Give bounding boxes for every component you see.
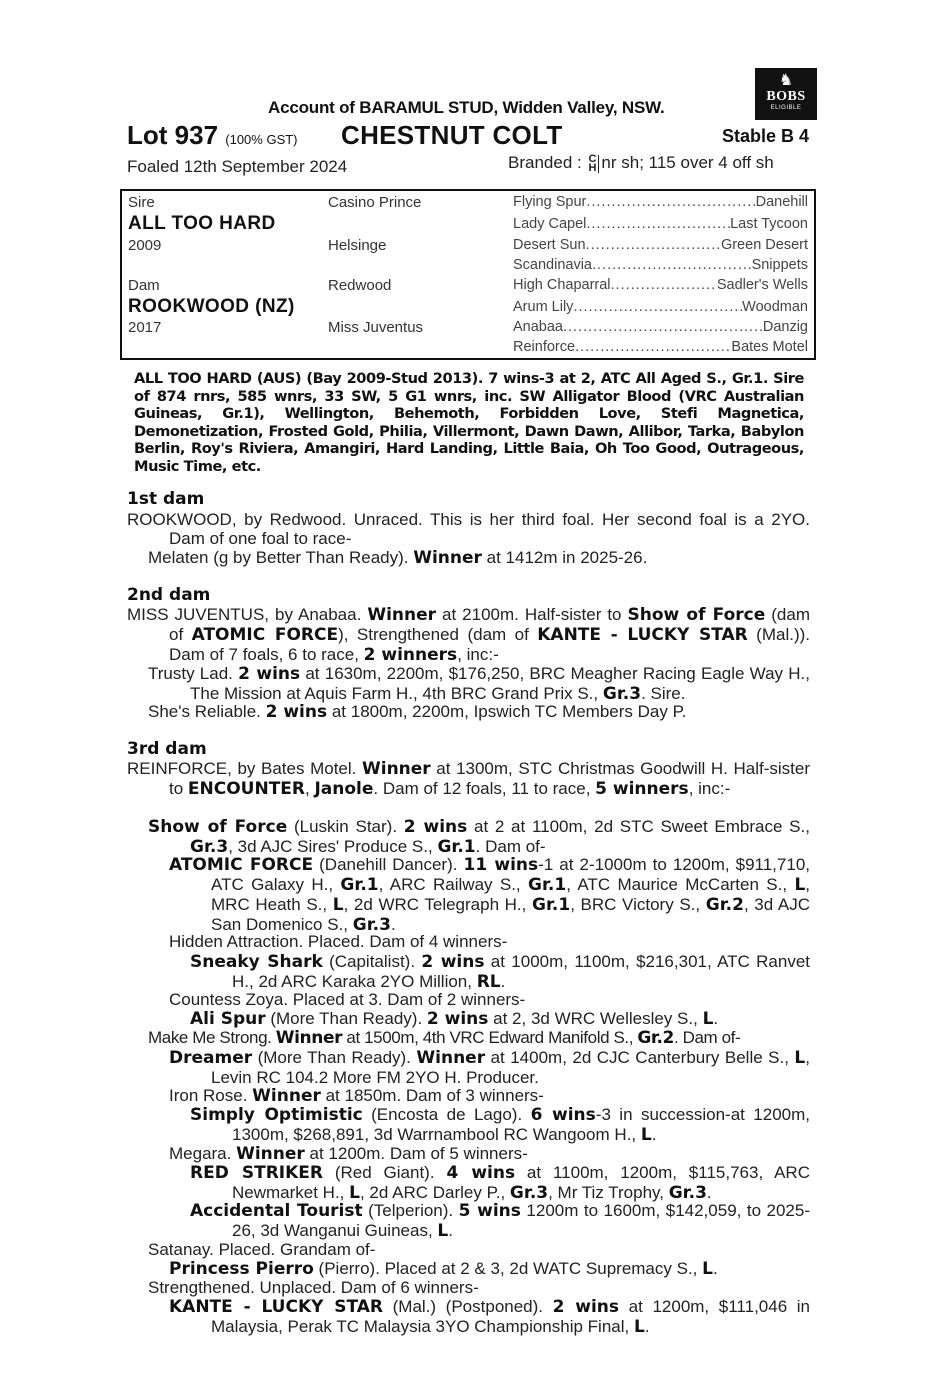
bold-run: Gr.1 bbox=[340, 875, 379, 895]
text-run: Hidden Attraction. Placed. Dam of 4 winners- bbox=[169, 932, 508, 951]
second-dam-progeny bbox=[148, 702, 810, 722]
dam-name: ROOKWOOD (NZ) bbox=[128, 296, 295, 317]
bold-run: KANTE - LUCKY STAR bbox=[169, 1297, 384, 1317]
text-run: Satanay. Placed. Grandam of- bbox=[148, 1240, 376, 1259]
progeny-entry bbox=[169, 1086, 810, 1106]
text-run: -3 in succession-at 1200m, 1300m, $268,891, 3d Warrnambool RC Wangoom H., bbox=[232, 1105, 810, 1144]
bold-run: ATOMIC FORCE bbox=[169, 855, 314, 875]
bold-run: 2 wins bbox=[552, 1297, 620, 1317]
pedigree-table bbox=[120, 189, 816, 360]
bold-run: L bbox=[640, 1125, 652, 1145]
progeny-entry bbox=[169, 1297, 810, 1337]
text-run: , inc:- bbox=[688, 779, 731, 798]
text-run: (Danehill Dancer). bbox=[313, 855, 464, 874]
bold-run: L bbox=[794, 1048, 806, 1068]
text-run: at 2100m. Half-sister to bbox=[436, 605, 628, 624]
text-run: . Dam of- bbox=[475, 837, 546, 856]
third-dam-entry bbox=[127, 759, 810, 799]
text-run: ), Strengthened (dam of bbox=[338, 625, 538, 644]
bold-run: L bbox=[437, 1221, 449, 1241]
progeny-entry bbox=[169, 932, 810, 951]
bold-run: L bbox=[349, 1183, 360, 1203]
progeny-entry bbox=[148, 1028, 810, 1048]
text-run: Trusty Lad. bbox=[148, 664, 239, 683]
text-run: , Mr Tiz Trophy, bbox=[548, 1183, 669, 1202]
first-dam-entry bbox=[127, 510, 810, 548]
bold-run: Winner bbox=[413, 548, 482, 568]
text-run: (Encosta de Lago). bbox=[362, 1105, 531, 1124]
bold-run: 2 wins bbox=[426, 1009, 489, 1029]
text-run: (dam of bbox=[169, 605, 810, 644]
bold-run: Gr.3 bbox=[602, 684, 642, 704]
text-run: at 1200m. Dam of 5 winners- bbox=[304, 1144, 528, 1163]
bold-run: Gr.3 bbox=[352, 915, 391, 935]
gg-left: Flying Spur bbox=[513, 194, 587, 210]
bold-run: Janole bbox=[314, 779, 374, 799]
text-run: at 1800m, 2200m, Ipswich TC Members Day P. bbox=[327, 702, 687, 721]
text-run: -1 at 2-1000m to 1200m, $911,710, ATC Galaxy H., bbox=[211, 855, 810, 894]
text-run: Strengthened. Unplaced. Dam of 6 winners- bbox=[148, 1278, 479, 1297]
second-dam-entry bbox=[127, 605, 810, 665]
text-run: ROOKWOOD, by Redwood. Unraced. This is her third foal. Her second foal is a 2YO. Dam of one foal to race- bbox=[127, 510, 810, 548]
bold-run: 2 wins bbox=[265, 702, 328, 722]
bold-run: Gr.3 bbox=[509, 1183, 549, 1203]
bold-run: ATOMIC FORCE bbox=[191, 625, 339, 645]
progeny-entry bbox=[148, 1240, 810, 1259]
bold-run: Show of Force bbox=[148, 817, 288, 837]
progeny-entry bbox=[190, 952, 810, 992]
horse-description: CHESTNUT COLT bbox=[341, 120, 563, 150]
bold-run: Accidental Tourist bbox=[190, 1201, 363, 1221]
text-run: at 1500m, 4th VRC Edward Manifold S., bbox=[342, 1028, 638, 1047]
bold-run: Princess Pierro bbox=[169, 1259, 314, 1279]
dam-year: 2017 bbox=[128, 319, 162, 336]
first-dam-heading: 1st dam bbox=[127, 489, 205, 509]
bold-run: 2 winners bbox=[363, 645, 458, 665]
progeny-entry bbox=[190, 1163, 810, 1203]
bold-run: 6 wins bbox=[530, 1105, 596, 1125]
sire-summary: ALL TOO HARD (AUS) (Bay 2009-Stud 2013). 7 wins-3 at 2, ATC All Aged S., Gr.1. Sire of 874 rnrs, 585 wnrs, 33 SW, 5 G1 wnrs, inc. SW Alligator Blood (VRC Australian Guineas, Gr.1), Wellington, Behemoth, Forbidden Love, Stefi Magnetica, Demonetization, Frosted Gold, Philia, Villermont, Dawn Dawn, Allibor, Tarka, Babylon Berlin, Roy's Riviera, Amangiri, Hard Landing, Little Baia, Oh Too Good, Outrageous, Music Time, etc. bbox=[134, 370, 804, 475]
sire-sire: Casino Prince bbox=[328, 194, 422, 211]
gg-right: Sadler's Wells bbox=[716, 277, 808, 293]
branded-suffix: nr sh; 115 over 4 off sh bbox=[601, 153, 774, 172]
text-run: , ARC Railway S., bbox=[378, 875, 529, 894]
progeny-entry bbox=[148, 1278, 810, 1297]
gg-left: Anabaa bbox=[513, 319, 563, 335]
text-run: Countess Zoya. Placed at 3. Dam of 2 winners- bbox=[169, 990, 526, 1009]
gg-right: Snippets bbox=[751, 257, 808, 273]
text-run: (Telperion). bbox=[362, 1201, 459, 1220]
gg-left: Arum Lily bbox=[513, 299, 574, 315]
bobs-eligible-logo bbox=[755, 68, 817, 120]
bold-run: L bbox=[633, 1317, 645, 1337]
text-run: at 2, 3d WRC Wellesley S., bbox=[488, 1009, 703, 1028]
gg-left: High Chaparral bbox=[513, 277, 611, 293]
bold-run: Gr.3 bbox=[668, 1183, 707, 1203]
text-run: , 3d AJC San Domenico S., bbox=[211, 895, 810, 934]
text-run: at 1412m in 2025-26. bbox=[481, 548, 648, 567]
brand-mark bbox=[588, 152, 599, 174]
gg-left: Scandinavia bbox=[513, 257, 592, 273]
bold-run: Simply Optimistic bbox=[190, 1105, 363, 1125]
text-run: at 1400m, 2d CJC Canterbury Belle S., bbox=[485, 1048, 795, 1067]
gg-right: Green Desert bbox=[720, 237, 808, 253]
text-run: 1200m to 1600m, $142,059, to 2025-26, 3d Wanganui Guineas, bbox=[232, 1201, 810, 1240]
bold-run: Winner bbox=[275, 1028, 343, 1048]
gg-left: Lady Capel bbox=[513, 216, 587, 232]
stable-location: Stable B 4 bbox=[721, 126, 809, 146]
text-run: (Pierro). Placed at 2 & 3, 2d WATC Supremacy S., bbox=[313, 1259, 703, 1278]
grandparent-row bbox=[513, 237, 808, 253]
text-run: , 2d WRC Telegraph H., bbox=[343, 895, 532, 914]
lot-line bbox=[127, 120, 809, 150]
grandparent-row bbox=[513, 194, 808, 210]
progeny-entry bbox=[190, 1201, 810, 1241]
dam-label: Dam bbox=[128, 277, 160, 294]
bold-run: L bbox=[794, 875, 806, 895]
bold-run: Winner bbox=[252, 1086, 321, 1106]
bold-run: Gr.1 bbox=[532, 895, 571, 915]
bold-run: 5 winners bbox=[595, 779, 689, 799]
vendor-account: Account of BARAMUL STUD, Widden Valley, NSW. bbox=[268, 98, 665, 117]
logo-text: BOBS bbox=[766, 89, 806, 104]
text-run: , bbox=[305, 779, 315, 798]
gg-left: Reinforce bbox=[513, 339, 576, 355]
lot-label: Lot 937 bbox=[127, 120, 219, 150]
progeny-entry bbox=[169, 1048, 810, 1087]
bold-run: Show of Force bbox=[627, 605, 766, 625]
text-run: (Capitalist). bbox=[322, 952, 422, 971]
branded-prefix: Branded : bbox=[508, 153, 582, 172]
text-run: REINFORCE, by Bates Motel. bbox=[127, 759, 362, 778]
bold-run: Winner bbox=[416, 1048, 486, 1068]
bold-run: Winner bbox=[361, 759, 431, 779]
bold-run: RED STRIKER bbox=[190, 1163, 323, 1183]
bold-run: Ali Spur bbox=[190, 1009, 266, 1029]
text-run: (More Than Ready). bbox=[252, 1048, 417, 1067]
second-dam-heading: 2nd dam bbox=[127, 585, 211, 605]
text-run: She's Reliable. bbox=[148, 702, 266, 721]
bold-run: Gr.2 bbox=[705, 895, 744, 915]
gg-right: Last Tycoon bbox=[730, 216, 808, 232]
grandparent-row bbox=[513, 299, 808, 315]
text-run: . bbox=[712, 1259, 718, 1278]
second-dam-progeny bbox=[148, 664, 810, 704]
bold-run: 2 wins bbox=[403, 817, 468, 837]
grandparent-row bbox=[513, 216, 808, 232]
text-run: at 1850m. Dam of 3 winners- bbox=[320, 1086, 544, 1105]
lot-number bbox=[127, 120, 298, 151]
grandparent-row bbox=[513, 277, 808, 293]
grandparent-row bbox=[513, 339, 808, 355]
gg-right: Danehill bbox=[755, 194, 808, 210]
text-run: Megara. bbox=[169, 1144, 237, 1163]
text-run: at 1300m, STC Christmas Goodwill H. Half-sister to bbox=[169, 759, 811, 798]
text-run: , 3d AJC Sires' Produce S., bbox=[228, 837, 438, 856]
gg-right: Danzig bbox=[762, 319, 808, 335]
text-run: at 1100m, 1200m, $115,763, ARC Newmarket H., bbox=[232, 1163, 810, 1202]
bold-run: Gr.1 bbox=[528, 875, 567, 895]
text-run: Iron Rose. bbox=[169, 1086, 253, 1105]
bold-run: Sneaky Shark bbox=[190, 952, 323, 972]
text-run: MISS JUVENTUS, by Anabaa. bbox=[127, 605, 368, 624]
dam-dam: Miss Juventus bbox=[328, 319, 424, 336]
text-run: . bbox=[448, 1221, 453, 1240]
text-run: . Dam of 12 foals, 11 to race, bbox=[373, 779, 596, 798]
sire-name: ALL TOO HARD bbox=[128, 213, 276, 234]
bold-run: KANTE - LUCKY STAR bbox=[537, 625, 748, 645]
progeny-entry bbox=[190, 1105, 810, 1145]
bold-run: L bbox=[702, 1009, 714, 1029]
progeny-entry bbox=[169, 855, 810, 935]
text-run: at 1200m, $111,046 in Malaysia, Perak TC Malaysia 3YO Championship Final, bbox=[211, 1297, 810, 1336]
grandparent-row bbox=[513, 319, 808, 335]
text-run: . bbox=[651, 1125, 657, 1144]
third-dam-progeny bbox=[148, 817, 810, 857]
dam-sire: Redwood bbox=[328, 277, 392, 294]
sire-dam: Helsinge bbox=[328, 237, 387, 254]
text-run: . bbox=[644, 1317, 650, 1336]
logo-subtext: ELIGIBLE bbox=[770, 105, 802, 111]
progeny-entry bbox=[190, 1009, 810, 1029]
gg-right: Bates Motel bbox=[731, 339, 808, 355]
progeny-entry bbox=[169, 1259, 810, 1279]
text-run: . Dam of- bbox=[673, 1028, 741, 1047]
brand-top: C bbox=[588, 152, 597, 165]
text-run: Melaten (g by Better Than Ready). bbox=[148, 548, 414, 567]
text-run: , ATC Maurice McCarten S., bbox=[566, 875, 795, 894]
horse-icon: ♞ bbox=[778, 72, 794, 89]
bold-run: 5 wins bbox=[458, 1201, 521, 1221]
first-dam-progeny bbox=[148, 548, 810, 568]
text-run: (Luskin Star). bbox=[287, 817, 404, 836]
bold-run: Gr.2 bbox=[637, 1028, 674, 1048]
text-run: , MRC Heath S., bbox=[211, 875, 811, 914]
brand-bottom: H bbox=[588, 161, 597, 174]
bold-run: Dreamer bbox=[169, 1048, 253, 1068]
bold-run: Winner bbox=[236, 1144, 305, 1164]
text-run: (More Than Ready). bbox=[265, 1009, 427, 1028]
bold-run: 2 wins bbox=[421, 952, 485, 972]
text-run: , 2d ARC Darley P., bbox=[359, 1183, 510, 1202]
bold-run: RL bbox=[476, 972, 501, 992]
text-run: , inc:- bbox=[457, 645, 499, 664]
sire-label: Sire bbox=[128, 194, 155, 211]
text-run: . Sire. bbox=[641, 684, 686, 703]
gst-note: (100% GST) bbox=[225, 132, 298, 147]
text-run: , Levin RC 104.2 More FM 2YO H. Producer. bbox=[211, 1048, 810, 1087]
text-run: at 1000m, 1100m, $216,301, ATC Ranvet H., 2d ARC Karaka 2YO Million, bbox=[232, 952, 810, 991]
text-run: Make Me Strong. bbox=[148, 1028, 276, 1047]
bold-run: L bbox=[702, 1259, 713, 1279]
text-run: (Red Giant). bbox=[323, 1163, 447, 1182]
bold-run: 11 wins bbox=[463, 855, 539, 875]
third-dam-heading: 3rd dam bbox=[127, 739, 207, 759]
bold-run: Gr.3 bbox=[190, 837, 229, 857]
bold-run: Winner bbox=[367, 605, 437, 625]
text-run: . bbox=[500, 972, 506, 991]
bold-run: Gr.1 bbox=[437, 837, 476, 857]
bold-run: L bbox=[332, 895, 344, 915]
bold-run: 2 wins bbox=[238, 664, 301, 684]
text-run: . bbox=[706, 1183, 712, 1202]
text-run: at 2 at 1100m, 2d STC Sweet Embrace S., bbox=[467, 817, 810, 836]
sire-year: 2009 bbox=[128, 237, 162, 254]
text-run: at 1630m, 2200m, $176,250, BRC Meagher Racing Eagle Way H., The Mission at Aquis Farm H., 4th BRC Grand Prix S., bbox=[190, 664, 810, 703]
bold-run: ENCOUNTER bbox=[187, 779, 306, 799]
gg-right: Woodman bbox=[742, 299, 808, 315]
progeny-entry bbox=[169, 990, 810, 1009]
text-run: . bbox=[390, 915, 396, 934]
branding-info bbox=[508, 153, 774, 173]
text-run: (Mal.) (Postponed). bbox=[383, 1297, 553, 1316]
foaled-date: Foaled 12th September 2024 bbox=[127, 157, 348, 176]
gg-left: Desert Sun bbox=[513, 237, 586, 253]
text-run: . bbox=[713, 1009, 719, 1028]
progeny-entry bbox=[169, 1144, 810, 1164]
text-run: , BRC Victory S., bbox=[570, 895, 706, 914]
grandparent-row bbox=[513, 257, 808, 273]
bold-run: 4 wins bbox=[446, 1163, 516, 1183]
text-run: (Mal.)). Dam of 7 foals, 6 to race, bbox=[169, 625, 810, 664]
